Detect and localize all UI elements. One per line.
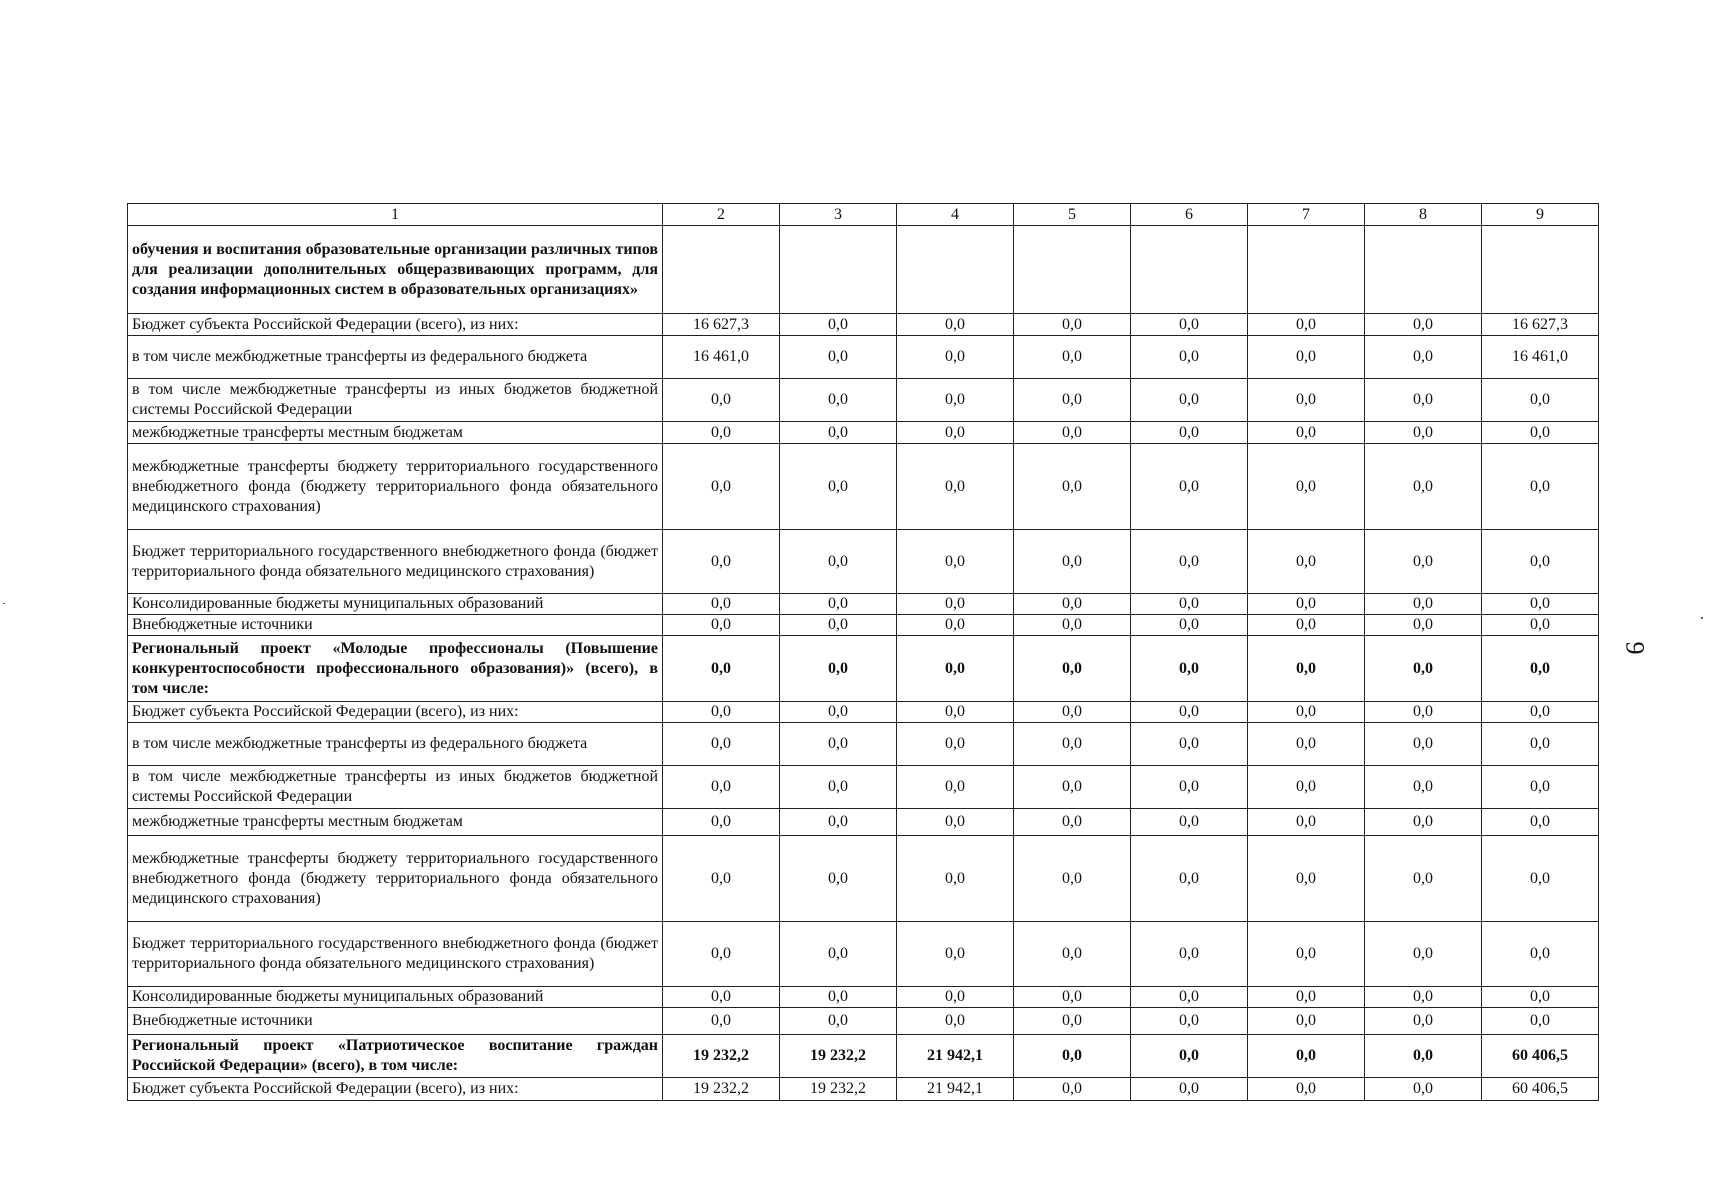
table-row [128, 636, 1599, 702]
value-cell: 0,0 [1248, 1008, 1365, 1035]
value-cell: 0,0 [1131, 1078, 1248, 1101]
value-cell: 0,0 [780, 702, 897, 723]
table-row [128, 809, 1599, 836]
column-number: 9 [1482, 204, 1599, 226]
value-cell: 0,0 [1014, 766, 1131, 809]
value-cell: 0,0 [1014, 1008, 1131, 1035]
value-cell: 0,0 [1131, 422, 1248, 444]
value-cell: 0,0 [1365, 636, 1482, 702]
value-cell: 0,0 [1248, 836, 1365, 922]
value-cell: 0,0 [1482, 723, 1599, 766]
value-cell: 0,0 [1248, 636, 1365, 702]
value-cell: 0,0 [780, 922, 897, 987]
value-cell: 0,0 [1014, 379, 1131, 422]
value-cell: 0,0 [1131, 336, 1248, 379]
value-cell: 0,0 [1365, 530, 1482, 594]
row-label: в том числе межбюджетные трансферты из федерального бюджета [128, 336, 663, 379]
value-cell: 16 461,0 [1482, 336, 1599, 379]
value-cell: 0,0 [1131, 922, 1248, 987]
value-cell: 0,0 [663, 530, 780, 594]
value-cell: 16 627,3 [1482, 314, 1599, 336]
value-cell: 0,0 [1014, 1078, 1131, 1101]
value-cell: 0,0 [1248, 615, 1365, 636]
value-cell: 0,0 [1248, 766, 1365, 809]
value-cell [1131, 226, 1248, 314]
value-cell: 0,0 [1482, 615, 1599, 636]
value-cell: 0,0 [1482, 836, 1599, 922]
value-cell: 0,0 [1482, 702, 1599, 723]
table-row [128, 226, 1599, 314]
value-cell: 0,0 [1131, 702, 1248, 723]
value-cell: 0,0 [1482, 422, 1599, 444]
value-cell: 0,0 [663, 922, 780, 987]
table-row [128, 615, 1599, 636]
value-cell: 0,0 [663, 444, 780, 530]
value-cell: 0,0 [1131, 1035, 1248, 1078]
table-row [128, 336, 1599, 379]
value-cell: 0,0 [1131, 636, 1248, 702]
scan-speck [1701, 617, 1703, 619]
value-cell: 0,0 [1248, 336, 1365, 379]
value-cell: 0,0 [1014, 314, 1131, 336]
table-row [128, 1035, 1599, 1078]
value-cell: 0,0 [663, 636, 780, 702]
value-cell: 0,0 [1482, 1008, 1599, 1035]
value-cell: 0,0 [1014, 809, 1131, 836]
column-number: 2 [663, 204, 780, 226]
value-cell: 0,0 [663, 422, 780, 444]
value-cell: 0,0 [897, 379, 1014, 422]
value-cell: 0,0 [1365, 922, 1482, 987]
value-cell [1014, 226, 1131, 314]
value-cell: 0,0 [1131, 379, 1248, 422]
value-cell: 0,0 [663, 766, 780, 809]
value-cell: 0,0 [897, 444, 1014, 530]
row-label: в том числе межбюджетные трансферты из иных бюджетов бюджетной системы Российской Федерации [128, 766, 663, 809]
value-cell: 60 406,5 [1482, 1035, 1599, 1078]
table-row [128, 702, 1599, 723]
value-cell: 0,0 [663, 987, 780, 1008]
value-cell: 0,0 [1365, 1035, 1482, 1078]
value-cell: 16 461,0 [663, 336, 780, 379]
table-row [128, 766, 1599, 809]
value-cell: 0,0 [663, 723, 780, 766]
value-cell: 0,0 [1131, 766, 1248, 809]
table-row [128, 444, 1599, 530]
scan-speck [3, 603, 5, 604]
value-cell: 0,0 [1248, 922, 1365, 987]
value-cell: 0,0 [1014, 723, 1131, 766]
value-cell: 0,0 [897, 615, 1014, 636]
value-cell: 0,0 [1248, 444, 1365, 530]
value-cell [1248, 226, 1365, 314]
value-cell: 0,0 [897, 723, 1014, 766]
row-label: Консолидированные бюджеты муниципальных образований [128, 987, 663, 1008]
value-cell: 0,0 [1248, 422, 1365, 444]
value-cell: 0,0 [1131, 809, 1248, 836]
value-cell: 0,0 [663, 594, 780, 615]
value-cell: 0,0 [780, 987, 897, 1008]
row-label: Внебюджетные источники [128, 615, 663, 636]
value-cell: 0,0 [1365, 594, 1482, 615]
value-cell: 0,0 [1482, 766, 1599, 809]
table-row [128, 422, 1599, 444]
value-cell: 0,0 [663, 702, 780, 723]
column-number: 3 [780, 204, 897, 226]
value-cell: 0,0 [1014, 922, 1131, 987]
value-cell: 0,0 [1014, 422, 1131, 444]
value-cell: 0,0 [780, 422, 897, 444]
value-cell: 0,0 [1365, 987, 1482, 1008]
value-cell: 0,0 [1482, 530, 1599, 594]
value-cell: 0,0 [1248, 723, 1365, 766]
column-number: 8 [1365, 204, 1482, 226]
table-row [128, 1078, 1599, 1101]
value-cell: 0,0 [780, 594, 897, 615]
value-cell: 19 232,2 [663, 1035, 780, 1078]
value-cell: 0,0 [1248, 379, 1365, 422]
column-number: 1 [128, 204, 663, 226]
page-number: 9 [1620, 641, 1650, 655]
value-cell: 0,0 [1248, 702, 1365, 723]
value-cell: 0,0 [780, 379, 897, 422]
value-cell: 0,0 [1365, 1008, 1482, 1035]
row-label: межбюджетные трансферты местным бюджетам [128, 809, 663, 836]
value-cell: 0,0 [1014, 836, 1131, 922]
value-cell: 0,0 [1365, 702, 1482, 723]
value-cell: 0,0 [663, 615, 780, 636]
value-cell: 0,0 [663, 1008, 780, 1035]
value-cell: 0,0 [780, 615, 897, 636]
value-cell: 0,0 [897, 766, 1014, 809]
value-cell: 0,0 [780, 636, 897, 702]
column-number: 6 [1131, 204, 1248, 226]
row-label: Бюджет территориального государственного внебюджетного фонда (бюджет территориального фонда обязательного медицинского страхования) [128, 922, 663, 987]
value-cell: 0,0 [780, 766, 897, 809]
value-cell: 0,0 [780, 809, 897, 836]
value-cell: 60 406,5 [1482, 1078, 1599, 1101]
value-cell: 0,0 [1014, 444, 1131, 530]
table-row [128, 379, 1599, 422]
value-cell: 0,0 [1248, 1035, 1365, 1078]
value-cell: 0,0 [1131, 615, 1248, 636]
value-cell: 0,0 [1248, 987, 1365, 1008]
value-cell: 0,0 [1014, 594, 1131, 615]
row-label: межбюджетные трансферты бюджету территориального государственного внебюджетного фонда (бюджету территориального фонда обязательного медицинского страхования) [128, 444, 663, 530]
value-cell: 0,0 [1365, 336, 1482, 379]
column-number: 4 [897, 204, 1014, 226]
row-label: Региональный проект «Патриотическое воспитание граждан Российской Федерации» (всего), в том числе: [128, 1035, 663, 1078]
value-cell: 0,0 [1248, 594, 1365, 615]
value-cell: 0,0 [1014, 336, 1131, 379]
row-label: Бюджет субъекта Российской Федерации (всего), из них: [128, 314, 663, 336]
value-cell: 0,0 [1365, 422, 1482, 444]
value-cell: 0,0 [897, 836, 1014, 922]
value-cell: 0,0 [1014, 1035, 1131, 1078]
value-cell: 16 627,3 [663, 314, 780, 336]
value-cell: 21 942,1 [897, 1078, 1014, 1101]
row-label: Региональный проект «Молодые профессионалы (Повышение конкурентоспособности профессионального образования)» (всего), в том числе: [128, 636, 663, 702]
value-cell: 0,0 [663, 836, 780, 922]
value-cell: 0,0 [780, 530, 897, 594]
row-label: Консолидированные бюджеты муниципальных образований [128, 594, 663, 615]
table-row [128, 1008, 1599, 1035]
column-number: 7 [1248, 204, 1365, 226]
value-cell: 0,0 [1365, 723, 1482, 766]
value-cell: 0,0 [1131, 530, 1248, 594]
value-cell: 21 942,1 [897, 1035, 1014, 1078]
row-label: обучения и воспитания образовательные организации различных типов для реализации дополнительных общеразвивающих программ, для создания информационных систем в образовательных организациях» [128, 226, 663, 314]
value-cell: 0,0 [1014, 702, 1131, 723]
value-cell: 0,0 [1014, 636, 1131, 702]
value-cell: 0,0 [897, 809, 1014, 836]
value-cell: 0,0 [1131, 1008, 1248, 1035]
value-cell: 0,0 [663, 379, 780, 422]
value-cell: 0,0 [780, 836, 897, 922]
value-cell: 0,0 [1365, 1078, 1482, 1101]
value-cell: 0,0 [1365, 444, 1482, 530]
value-cell: 0,0 [1482, 987, 1599, 1008]
value-cell: 0,0 [780, 314, 897, 336]
column-number-row [128, 204, 1599, 226]
value-cell: 0,0 [897, 1008, 1014, 1035]
row-label: в том числе межбюджетные трансферты из федерального бюджета [128, 723, 663, 766]
table-row [128, 987, 1599, 1008]
table-row [128, 594, 1599, 615]
value-cell: 0,0 [1482, 636, 1599, 702]
value-cell [1482, 226, 1599, 314]
value-cell: 0,0 [1131, 723, 1248, 766]
value-cell: 0,0 [1365, 809, 1482, 836]
value-cell: 0,0 [663, 809, 780, 836]
value-cell [780, 226, 897, 314]
row-label: межбюджетные трансферты местным бюджетам [128, 422, 663, 444]
value-cell: 0,0 [1482, 809, 1599, 836]
value-cell: 0,0 [897, 422, 1014, 444]
table-row [128, 314, 1599, 336]
value-cell: 19 232,2 [780, 1035, 897, 1078]
value-cell: 0,0 [1131, 444, 1248, 530]
value-cell: 0,0 [897, 594, 1014, 615]
value-cell: 0,0 [1482, 444, 1599, 530]
value-cell: 0,0 [1131, 836, 1248, 922]
row-label: Бюджет субъекта Российской Федерации (всего), из них: [128, 702, 663, 723]
value-cell: 0,0 [1131, 314, 1248, 336]
row-label: Бюджет субъекта Российской Федерации (всего), из них: [128, 1078, 663, 1101]
value-cell: 0,0 [780, 1008, 897, 1035]
row-label: Внебюджетные источники [128, 1008, 663, 1035]
value-cell: 0,0 [780, 336, 897, 379]
value-cell: 0,0 [1365, 766, 1482, 809]
value-cell: 0,0 [897, 636, 1014, 702]
budget-table [127, 203, 1599, 1101]
value-cell: 0,0 [780, 444, 897, 530]
value-cell: 19 232,2 [663, 1078, 780, 1101]
table-row [128, 530, 1599, 594]
value-cell [897, 226, 1014, 314]
value-cell [663, 226, 780, 314]
value-cell: 0,0 [1248, 530, 1365, 594]
value-cell: 0,0 [1482, 379, 1599, 422]
value-cell: 0,0 [897, 336, 1014, 379]
value-cell: 0,0 [897, 314, 1014, 336]
value-cell: 0,0 [897, 702, 1014, 723]
value-cell: 0,0 [1014, 530, 1131, 594]
value-cell: 0,0 [1248, 1078, 1365, 1101]
row-label: межбюджетные трансферты бюджету территориального государственного внебюджетного фонда (бюджету территориального фонда обязательного медицинского страхования) [128, 836, 663, 922]
value-cell: 0,0 [1248, 314, 1365, 336]
value-cell: 0,0 [1365, 615, 1482, 636]
value-cell: 0,0 [1365, 314, 1482, 336]
value-cell: 0,0 [1131, 987, 1248, 1008]
table-row [128, 836, 1599, 922]
value-cell: 0,0 [1014, 615, 1131, 636]
column-number: 5 [1014, 204, 1131, 226]
table-row [128, 723, 1599, 766]
value-cell: 0,0 [1482, 594, 1599, 615]
value-cell: 0,0 [1365, 836, 1482, 922]
row-label: Бюджет территориального государственного внебюджетного фонда (бюджет территориального фонда обязательного медицинского страхования) [128, 530, 663, 594]
value-cell: 0,0 [897, 922, 1014, 987]
row-label: в том числе межбюджетные трансферты из иных бюджетов бюджетной системы Российской Федерации [128, 379, 663, 422]
value-cell: 0,0 [897, 530, 1014, 594]
value-cell: 0,0 [1014, 987, 1131, 1008]
value-cell: 0,0 [1365, 379, 1482, 422]
value-cell: 19 232,2 [780, 1078, 897, 1101]
value-cell: 0,0 [1248, 809, 1365, 836]
value-cell [1365, 226, 1482, 314]
table-row [128, 922, 1599, 987]
value-cell: 0,0 [897, 987, 1014, 1008]
value-cell: 0,0 [780, 723, 897, 766]
value-cell: 0,0 [1131, 594, 1248, 615]
value-cell: 0,0 [1482, 922, 1599, 987]
